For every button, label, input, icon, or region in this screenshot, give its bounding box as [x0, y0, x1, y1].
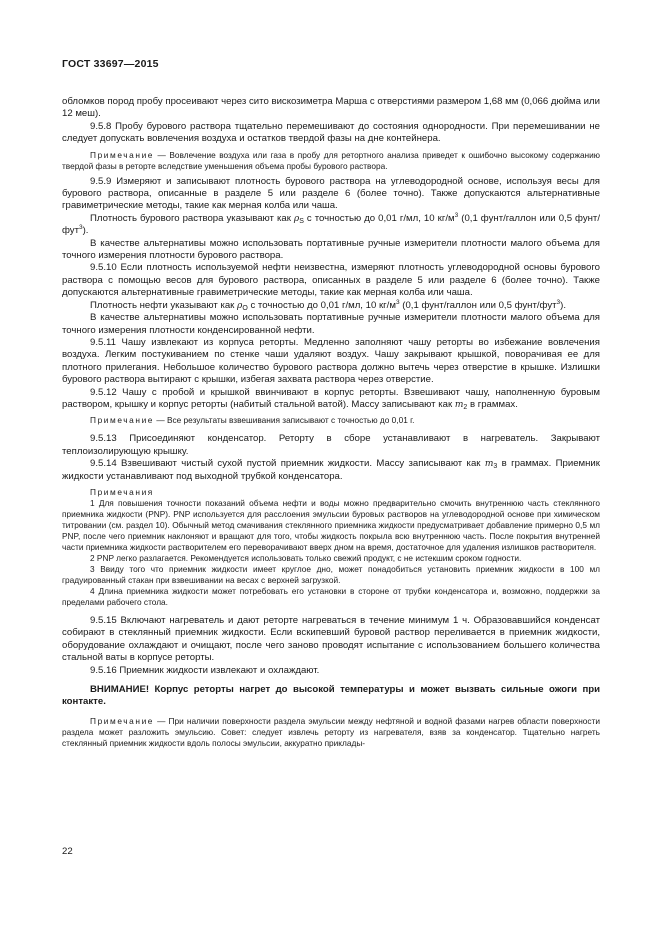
note-text: — Вовлечение воздуха или газа в пробу для ретортного анализа приведет к ошибочно высокому содержанию твердой фазы в реторте вследствие уменьшения объема пробы бурового раствора.	[62, 149, 600, 171]
text-fragment: с точностью до 0,01 г/мл, 10 кг/м	[303, 212, 455, 224]
text-fragment: (0,1 фунт/галлон или 0,5 фунт/фут	[62, 212, 600, 237]
rho-symbol: ρ	[237, 300, 243, 311]
paragraph-alternative-1: В качестве альтернативы можно использовать портативные ручные измерители плотности малого объема для точного измерения плотности бурового раствора.	[62, 237, 600, 262]
note-1: 1 Для повышения точности показаний объема нефти и воды можно предварительно смочить внутреннюю часть стеклянного приемника жидкости (PNP). PNP используется для расслоения эмульсии буровых растворов на углеводородной основе при химическом титровании (см. раздел 10). Обычный метод смачивания стеклянного приемника жидкости предусматривает добавление примерно 0,5 мл PNP, после чего приемник наклоняют и вращают для того, чтобы жидкость покрыла всю внутреннюю часть. После покрытия внутренней части приемника жидкости растворителем его переворачивают вверх дном на время, достаточное для удаления излишков растворителя.	[62, 497, 600, 552]
mass-symbol: m	[484, 459, 494, 470]
text-fragment: в граммах. Приемник жидкости устанавливают под выходной трубкой конденсатора.	[62, 458, 600, 482]
note-air-entrainment	[62, 150, 600, 172]
subscript: O	[242, 304, 248, 312]
text-fragment: с точностью до 0,01 г/мл, 10 кг/м	[247, 299, 396, 311]
paragraph-oil-density	[62, 300, 600, 312]
text-fragment: 9.5.14 Взвешивают чистый сухой пустой приемник жидкости. Массу записывают как	[90, 458, 485, 470]
note-label: Примечание	[90, 149, 155, 160]
note-weighing-precision	[62, 415, 600, 426]
paragraph-9-5-16: 9.5.16 Приемник жидкости извлекают и охлаждают.	[90, 664, 320, 676]
note-text: — При наличии поверхности раздела эмульсии между нефтяной и водной фазами нагрев области поверхности раздела может разложить эмульсию. Совет: следует извлечь реторту из нагревателя, взяв за конденсатор. Тщательно нагреть стеклянный приемник жидкости вдоль полосы эмульсии, аккуратно приклады-	[62, 715, 600, 748]
paragraph-9-5-8: 9.5.8 Пробу бурового раствора тщательно перемешивают до состояния однородности. При перемешивании не следует допускать вовлечения воздуха и остатков твердой фазы на дне контейнера.	[62, 120, 600, 145]
note-label: Примечание	[90, 415, 155, 426]
subscript: 2	[463, 403, 468, 411]
superscript: 3	[78, 224, 83, 232]
paragraph-9-5-10: 9.5.10 Если плотность используемой нефти неизвестна, измеряют плотность углеводородной основы бурового раствора с помощью весов для бурового раствора, описанных в разделе 5 или разделе 6 (более точно). Также допускаются альтернативные гравиметрические методы, такие как мерная колба или чаша.	[62, 262, 600, 299]
paragraph-9-5-11: 9.5.11 Чашу извлекают из корпуса реторты. Медленно заполняют чашу реторты во избежание вовлечения воздуха. Легким постукиванием по стенке чаши удаляют воздух. Чашу закрывают крышкой, поворачивая ее для плотного прилегания. Небольшое количество бурового раствора должно вытечь через отверстие в крышке. Излишки бурового раствора вытирают с крышки, избегая захвата раствора через отверстие.	[62, 336, 600, 386]
document-body	[62, 96, 600, 749]
paragraph-alternative-2: В качестве альтернативы можно использовать портативные ручные измерители плотности малого объема для точного измерения плотности конденсированной нефти.	[62, 312, 600, 336]
page-number: 22	[62, 846, 73, 857]
superscript: 3	[556, 298, 561, 306]
paragraph-9-5-15: 9.5.15 Включают нагреватель и дают реторте нагреваться в течение минимум 1 ч. Образовавшийся конденсат собирают в стеклянный приемник жидкости. Если вскипевший буровой раствор переливается в приемник жидкости, оборудование охлаждают и очищают, после чего заново проводят испытание с использованием большего количества стальной ваты в корпусе реторты.	[62, 614, 600, 664]
warning-text: ВНИМАНИЕ! Корпус реторты нагрет до высокой температуры и может вызвать сильные ожоги при контакте.	[62, 684, 600, 708]
text-fragment: в граммах.	[467, 398, 518, 410]
text-fragment: Плотность бурового раствора указывают как	[90, 212, 294, 224]
text-fragment: Плотность нефти указывают как	[90, 299, 238, 311]
note-3: 3 Ввиду того что приемник жидкости имеет круглое дно, может понадобиться установить приемник жидкости в 100 мл градуированный стакан при взвешивании на весах с верхней загрузкой.	[62, 563, 600, 585]
paragraph-mud-density	[62, 213, 600, 238]
text-fragment: (0,1 фунт/галлон или 0,5 фунт/фут	[399, 299, 557, 311]
notes-heading	[62, 487, 600, 498]
paragraph-continuation: обломков пород пробу просеивают через сито вискозиметра Марша с отверстиями размером 1,68 мм (0,066 дюйма или 12 меш).	[62, 96, 600, 120]
note-label: Примечание	[90, 715, 155, 726]
subscript: S	[299, 217, 304, 225]
standard-header: ГОСТ 33697—2015	[62, 58, 159, 70]
paragraph-9-5-14	[62, 458, 600, 483]
note-emulsion	[62, 716, 600, 749]
text-fragment: ).	[560, 299, 567, 311]
subscript: 3	[493, 463, 498, 471]
note-4: 4 Длина приемника жидкости может потребовать его установки в стороне от трубки конденсатора и, возможно, поддержки за пределами рабочего стола.	[62, 585, 600, 607]
note-text: — Все результаты взвешивания записывают с точностью до 0,01 г.	[154, 415, 415, 426]
text-fragment: ).	[82, 225, 89, 237]
note-2: 2 PNP легко разлагается. Рекомендуется использовать только свежий продукт, с не истекшим сроком годности.	[90, 552, 522, 563]
superscript: 3	[454, 211, 459, 219]
superscript: 3	[395, 298, 400, 306]
rho-symbol: ρ	[293, 213, 300, 224]
paragraph-9-5-13: 9.5.13 Присоединяют конденсатор. Реторту в сборе устанавливают в нагреватель. Закрывают теплоизолирующую крышку.	[62, 433, 600, 457]
paragraph-9-5-9: 9.5.9 Измеряют и записывают плотность бурового раствора на углеводородной основе, используя весы для бурового раствора, описанные в разделе 5 или разделе 6 (более точно). Также допускаются альтернативные гравиметрические методы, такие как мерная колба или чаша.	[62, 175, 600, 212]
mass-symbol: m	[454, 399, 464, 410]
paragraph-9-5-12	[62, 387, 600, 412]
text-fragment: 9.5.12 Чашу с пробой и крышкой ввинчивают в корпус реторты. Взвешивают чашу, наполненную буровым раствором, крышку и корпус реторты (набитый стальной ватой). Массу записывают как	[62, 386, 600, 410]
notes-label: Примечания	[90, 486, 154, 497]
